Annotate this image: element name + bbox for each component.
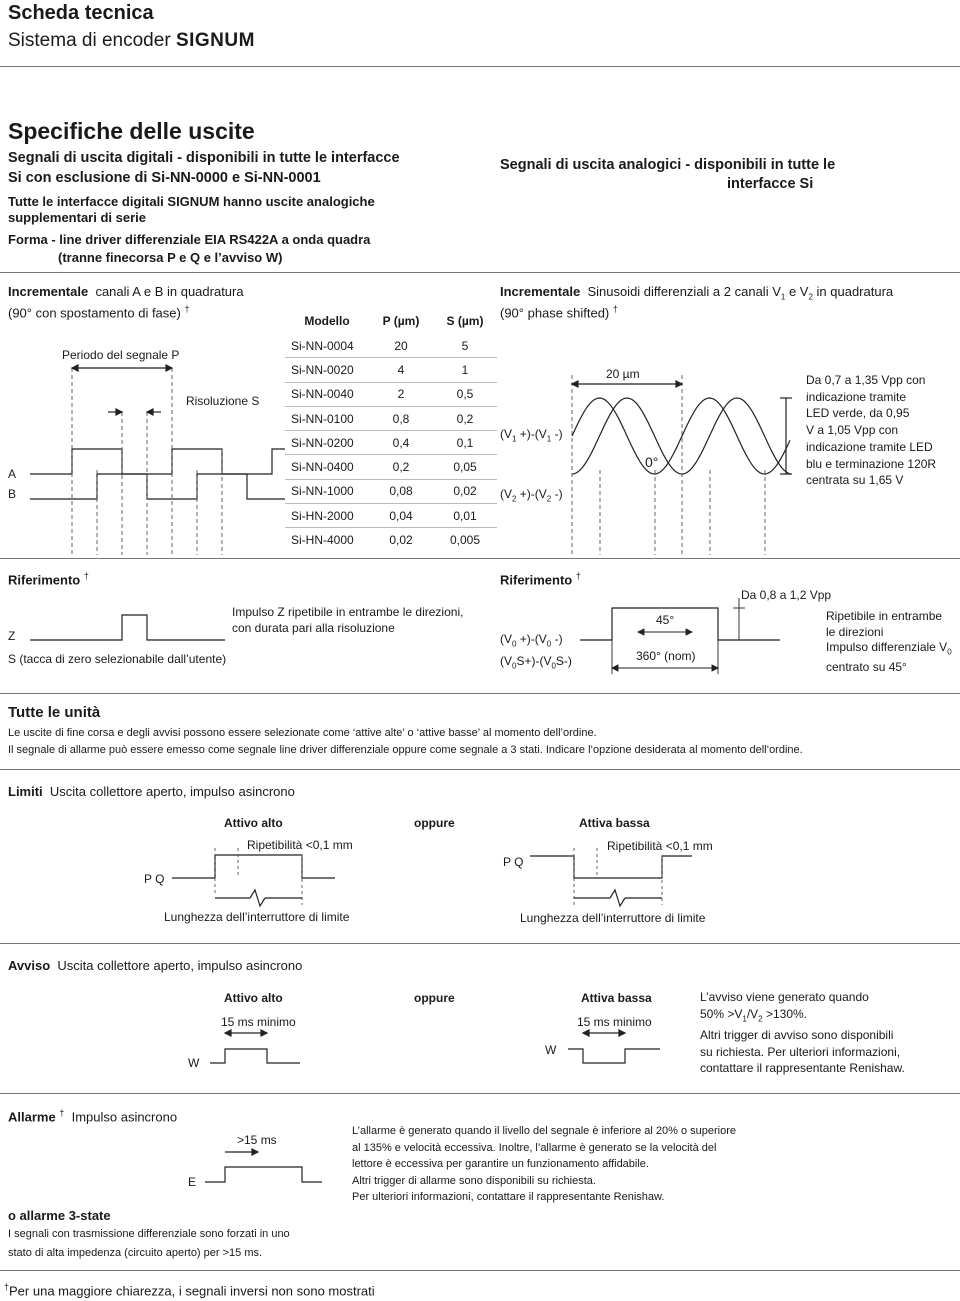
digital-incremental-line: Incrementale canali A e B in quadratura xyxy=(8,284,244,299)
table-row xyxy=(285,455,497,479)
model-cell: Si-NN-0040 xyxy=(285,382,369,406)
all-units-line1: Le uscite di fine corsa e degli avvisi possono essere selezionate come ‘attive alte’ o ‘attive basse’ al momento dell’ordine. xyxy=(8,727,597,739)
tristate-line2: stato di alta impedenza (circuito aperto) per >15 ms. xyxy=(8,1247,263,1259)
table-row xyxy=(285,479,497,503)
divider xyxy=(0,943,960,944)
period-cell: 0,04 xyxy=(369,504,433,528)
signum-logo: SIGNUM xyxy=(175,30,255,51)
all-units-heading: Tutte le unità xyxy=(8,704,101,721)
table-row xyxy=(285,406,497,430)
limits-active-low: Attiva bassa xyxy=(579,816,650,830)
warning-or: oppure xyxy=(414,991,455,1005)
resolution-cell: 0,01 xyxy=(433,504,497,528)
resolution-cell: 0,005 xyxy=(433,528,497,552)
analog-v2-wave xyxy=(572,398,790,474)
amplitude-bracket xyxy=(780,398,792,474)
resolution-cell: 0,2 xyxy=(433,406,497,430)
model-cell: Si-NN-1000 xyxy=(285,479,369,503)
warning-w-low: W xyxy=(545,1043,557,1057)
table-row xyxy=(285,528,497,552)
period-cell: 0,2 xyxy=(369,455,433,479)
col-header: P (µm) xyxy=(382,314,420,328)
resolution-cell: 1 xyxy=(433,358,497,382)
model-table xyxy=(285,308,497,552)
wavelength-arrow xyxy=(572,381,682,387)
alarm-note: L’allarme è generato quando il livello del segnale è inferiore al 20% o superiore al 135% e velocità eccessiva. Inoltre, l’allarme è generato se la velocità del lettore è eccessiva per garantire un funzionamento affidabile. Altri trigger di allarme sono disponibili su richiesta. Per ulteriori informazioni, contattare il rappresentante Renishaw. xyxy=(352,1125,737,1203)
warning-high-waveform xyxy=(210,1030,300,1063)
period-label: Periodo del segnale P xyxy=(62,348,180,362)
divider xyxy=(0,558,960,559)
channel-a-waveform xyxy=(30,449,285,474)
period-cell: 0,08 xyxy=(369,479,433,503)
limits-pq-high: P Q xyxy=(144,872,165,886)
divider xyxy=(0,1270,960,1271)
analog-heading-1: Segnali di uscita analogici - disponibili in tutte le xyxy=(500,157,836,173)
period-cell: 0,02 xyxy=(369,528,433,552)
warning-active-low: Attiva bassa xyxy=(581,991,652,1005)
period-cell: 2 xyxy=(369,382,433,406)
wavelength-label: 20 µm xyxy=(606,367,640,381)
period-cell: 0,4 xyxy=(369,431,433,455)
doc-title: Scheda tecnica xyxy=(8,2,154,24)
model-cell: Si-NN-0400 xyxy=(285,455,369,479)
analog-guides xyxy=(572,375,765,555)
period-cell: 4 xyxy=(369,358,433,382)
limits-high-guides xyxy=(215,848,302,905)
model-cell: Si-NN-0004 xyxy=(291,338,354,353)
angle-360: 360° (nom) xyxy=(636,649,696,663)
warning-active-high: Attivo alto xyxy=(224,991,283,1005)
analog-phase-text: (90° phase shifted) † xyxy=(500,304,618,321)
s-label: S (tacca di zero selezionabile dall’utente) xyxy=(8,652,227,666)
limits-repeatability-high: Ripetibilità <0,1 mm xyxy=(247,838,353,852)
vpp-range: Da 0,8 a 1,2 Vpp xyxy=(741,588,832,602)
digital-reference-label: Riferimento † xyxy=(8,571,89,588)
limits-line: Limiti Uscita collettore aperto, impulso asincrono xyxy=(8,784,295,799)
v2-label: $(V_2 +)-(V_2$ -) xyxy=(500,487,563,504)
limits-high-waveform xyxy=(172,855,335,878)
table-header-row xyxy=(285,308,497,334)
limits-low-guides xyxy=(574,848,662,905)
limits-high-length-arrow xyxy=(215,890,302,906)
model-cell: Si-HN-4000 xyxy=(285,528,369,552)
resolution-cell: 0,05 xyxy=(433,455,497,479)
warning-note: L’avviso viene generato quando $50\% >V_1/V_2 >130\%$. Altri trigger di avviso sono disponibili su richiesta. Per ulteriori informazioni, contattare il rappresentante Renishaw. xyxy=(700,990,905,1076)
divider xyxy=(0,769,960,770)
angle-45: 45° xyxy=(656,613,675,627)
channel-b-waveform xyxy=(30,474,285,499)
model-cell: Si-NN-0200 xyxy=(285,431,369,455)
table-row xyxy=(285,358,497,382)
v1-label: $(V_1 +)-(V_1$ -) xyxy=(500,427,563,444)
digital-form-1: Forma - line driver differenziale EIA RS422A a onda quadra xyxy=(8,232,371,247)
period-cell: 0,8 xyxy=(369,406,433,430)
analog-incremental-line: Incrementale Sinusoidi differenziali a 2 canali $V_1$ e $V_2$ in quadratura xyxy=(500,284,894,302)
alarm-time: >15 ms xyxy=(237,1133,277,1147)
alarm-line: Allarme † Impulso asincrono xyxy=(8,1108,178,1125)
limits-pq-low: P Q xyxy=(503,855,524,869)
model-cell: Si-NN-0020 xyxy=(285,358,369,382)
divider xyxy=(0,693,960,694)
analog-reference-label: Riferimento † xyxy=(500,571,581,588)
resolution-cell: 0,02 xyxy=(433,479,497,503)
footnote: †Per una maggiore chiarezza, i segnali inversi non sono mostrati xyxy=(4,1282,375,1299)
digital-incremental-phase: (90° con spostamento di fase) † xyxy=(8,304,190,321)
limits-active-high: Attivo alto xyxy=(224,816,283,830)
alarm-waveform xyxy=(205,1149,322,1182)
table-row xyxy=(285,382,497,406)
limits-length-low: Lunghezza dell’interruttore di limite xyxy=(520,911,706,925)
limits-length-high: Lunghezza dell’interruttore di limite xyxy=(164,910,350,924)
col-header: Modello xyxy=(304,314,350,328)
tristate-heading: o allarme 3-state xyxy=(8,1208,111,1223)
model-cell: Si-HN-2000 xyxy=(285,504,369,528)
period-cell: 20 xyxy=(394,338,408,353)
channel-a-label: A xyxy=(8,467,17,481)
warning-w-high: W xyxy=(188,1056,200,1070)
divider xyxy=(0,1093,960,1094)
resolution-cell: 0,1 xyxy=(433,431,497,455)
resolution-cell: 5 xyxy=(461,338,469,353)
doc-subtitle: Sistema di encoder SIGNUM xyxy=(8,30,255,51)
warning-low-waveform xyxy=(568,1030,660,1063)
resolution-label: Risoluzione S xyxy=(186,394,260,408)
table-row xyxy=(285,431,497,455)
analog-heading-2: interfacce Si xyxy=(727,176,814,192)
resolution-arrows xyxy=(108,409,161,415)
z-waveform xyxy=(30,615,225,640)
warning-min-low: 15 ms minimo xyxy=(577,1015,652,1029)
section-title: Specifiche delle uscite xyxy=(8,118,255,144)
v0-label: $(V_0 +)-(V_0$ -) xyxy=(500,632,563,649)
tristate-line1: I segnali con trasmissione differenziale sono forzati in uno xyxy=(8,1228,290,1240)
table-row xyxy=(285,334,497,358)
limits-or: oppure xyxy=(414,816,455,830)
analog-level-note: Da 0,7 a 1,35 Vpp con indicazione tramite LED verde, da 0,95 V a 1,05 Vpp con indicazione tramite LED blu e terminazione 120R centrata su 1,65 V xyxy=(806,373,937,488)
table-row xyxy=(285,504,497,528)
warning-line: Avviso Uscita collettore aperto, impulso asincrono xyxy=(8,958,303,973)
z-desc-1: Impulso Z ripetibile in entrambe le direzioni, xyxy=(232,605,464,619)
model-cell: Si-NN-0100 xyxy=(285,406,369,430)
all-units-line2: Il segnale di allarme può essere emesso come segnale line driver differenziale oppure come segnale a 3 stati. Indicare l’opzione desiderata al momento dell’ordine. xyxy=(8,744,803,756)
digital-form-2: (tranne finecorsa P e Q e l’avviso W) xyxy=(58,250,283,265)
channel-b-label: B xyxy=(8,487,17,501)
divider xyxy=(0,66,960,67)
reference-note: Ripetibile in entrambe le direzioni Impulso differenziale $V_0$ centrato su 45° xyxy=(826,609,952,674)
limits-low-length-arrow xyxy=(574,890,662,906)
digital-heading-2: Si con esclusione di Si-NN-0000 e Si-NN-0001 xyxy=(8,170,321,186)
digital-note-1: Tutte le interfacce digitali SIGNUM hanno uscite analogiche xyxy=(8,194,375,209)
period-arrow xyxy=(72,365,172,371)
resolution-cell: 0,5 xyxy=(433,382,497,406)
alarm-e: E xyxy=(188,1175,197,1189)
zero-degree-label: 0° xyxy=(645,454,659,470)
z-desc-2: con durata pari alla risoluzione xyxy=(232,621,395,635)
v0s-label: $(V_0S+)-(V_0S-)$ xyxy=(500,654,572,671)
digital-heading-1: Segnali di uscita digitali - disponibili in tutte le interfacce xyxy=(8,150,400,166)
col-header: S (µm) xyxy=(446,314,484,328)
limits-repeatability-low: Ripetibilità <0,1 mm xyxy=(607,839,713,853)
limits-low-waveform xyxy=(530,856,692,878)
divider xyxy=(0,272,960,273)
warning-min-high: 15 ms minimo xyxy=(221,1015,296,1029)
digital-note-2: supplementari di serie xyxy=(8,210,146,225)
z-label: Z xyxy=(8,629,16,643)
analog-v1-wave xyxy=(572,398,790,474)
analog-reference-waveform xyxy=(580,608,780,640)
